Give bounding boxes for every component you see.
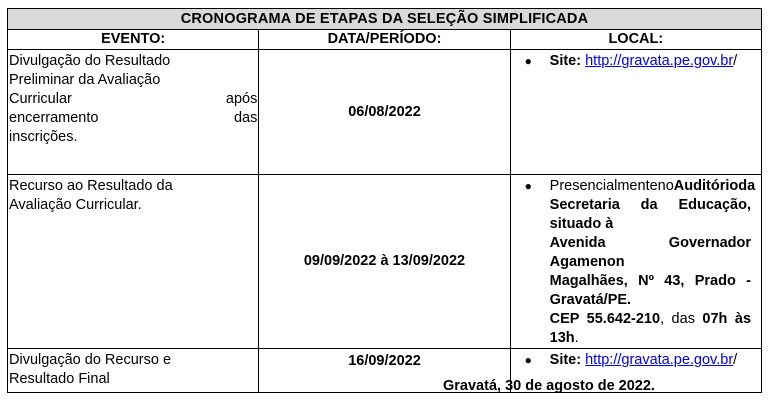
location-text: . <box>574 330 579 346</box>
site-suffix: / <box>733 352 738 368</box>
location-text: da <box>738 178 756 194</box>
list-item <box>521 351 751 370</box>
site-link[interactable]: http://gravata.pe.gov.br <box>585 53 734 69</box>
hours-text: 07h às 13h <box>549 311 752 346</box>
event-text: inscrições. <box>9 129 78 145</box>
event-text: encerramento <box>9 110 99 126</box>
cep-text: CEP 55.642-210 <box>549 311 661 327</box>
bullet-icon: ● <box>524 54 532 68</box>
event-text: Divulgação do Resultado <box>9 53 171 69</box>
date-cell: 06/08/2022 <box>259 50 510 175</box>
event-text: Avaliação Curricular. <box>9 197 142 213</box>
list-item <box>521 177 756 348</box>
bullet-icon: ● <box>524 353 532 367</box>
location-cell <box>510 175 761 349</box>
event-text: das <box>233 110 258 126</box>
location-text: , das <box>660 311 703 327</box>
header-local: LOCAL: <box>510 30 761 50</box>
site-link[interactable]: http://gravata.pe.gov.br <box>585 352 734 368</box>
schedule-table <box>7 8 762 393</box>
event-cell <box>8 349 259 393</box>
location-text: Magalhães, Nº 43, Prado - Gravatá/PE. <box>549 273 751 308</box>
site-suffix: / <box>733 53 738 69</box>
location-text: no <box>657 178 674 194</box>
signature-line: Gravatá, 30 de agosto de 2022. <box>443 378 655 394</box>
event-text: Divulgação do Recurso e <box>9 352 172 368</box>
location-text: Presencialmente <box>549 178 658 194</box>
table-row <box>8 50 762 175</box>
date-cell: 09/09/2022 à 13/09/2022 <box>259 175 510 349</box>
site-label: Site: <box>549 53 582 69</box>
list-item <box>521 52 751 71</box>
date-cell: 16/09/2022 <box>259 349 510 393</box>
event-cell <box>8 50 259 175</box>
event-text: Resultado Final <box>9 371 110 387</box>
event-text: Recurso ao Resultado da <box>9 178 173 194</box>
schedule-document <box>7 8 762 393</box>
location-text: Auditório <box>673 178 739 194</box>
location-text: Avenida Governador Agamenon <box>549 235 751 270</box>
event-cell <box>8 175 259 349</box>
header-evento: EVENTO: <box>8 30 259 50</box>
event-text: após <box>225 91 258 107</box>
location-text: Secretaria da Educação, situado à <box>549 197 751 232</box>
event-text: Preliminar da Avaliação <box>9 72 161 88</box>
bullet-icon: ● <box>524 179 532 193</box>
site-label: Site: <box>549 352 582 368</box>
header-data: DATA/PERÍODO: <box>259 30 510 50</box>
location-cell <box>510 50 761 175</box>
table-row <box>8 175 762 349</box>
table-title: CRONOGRAMA DE ETAPAS DA SELEÇÃO SIMPLIFICADA <box>8 9 762 30</box>
event-text: Curricular <box>9 91 72 107</box>
